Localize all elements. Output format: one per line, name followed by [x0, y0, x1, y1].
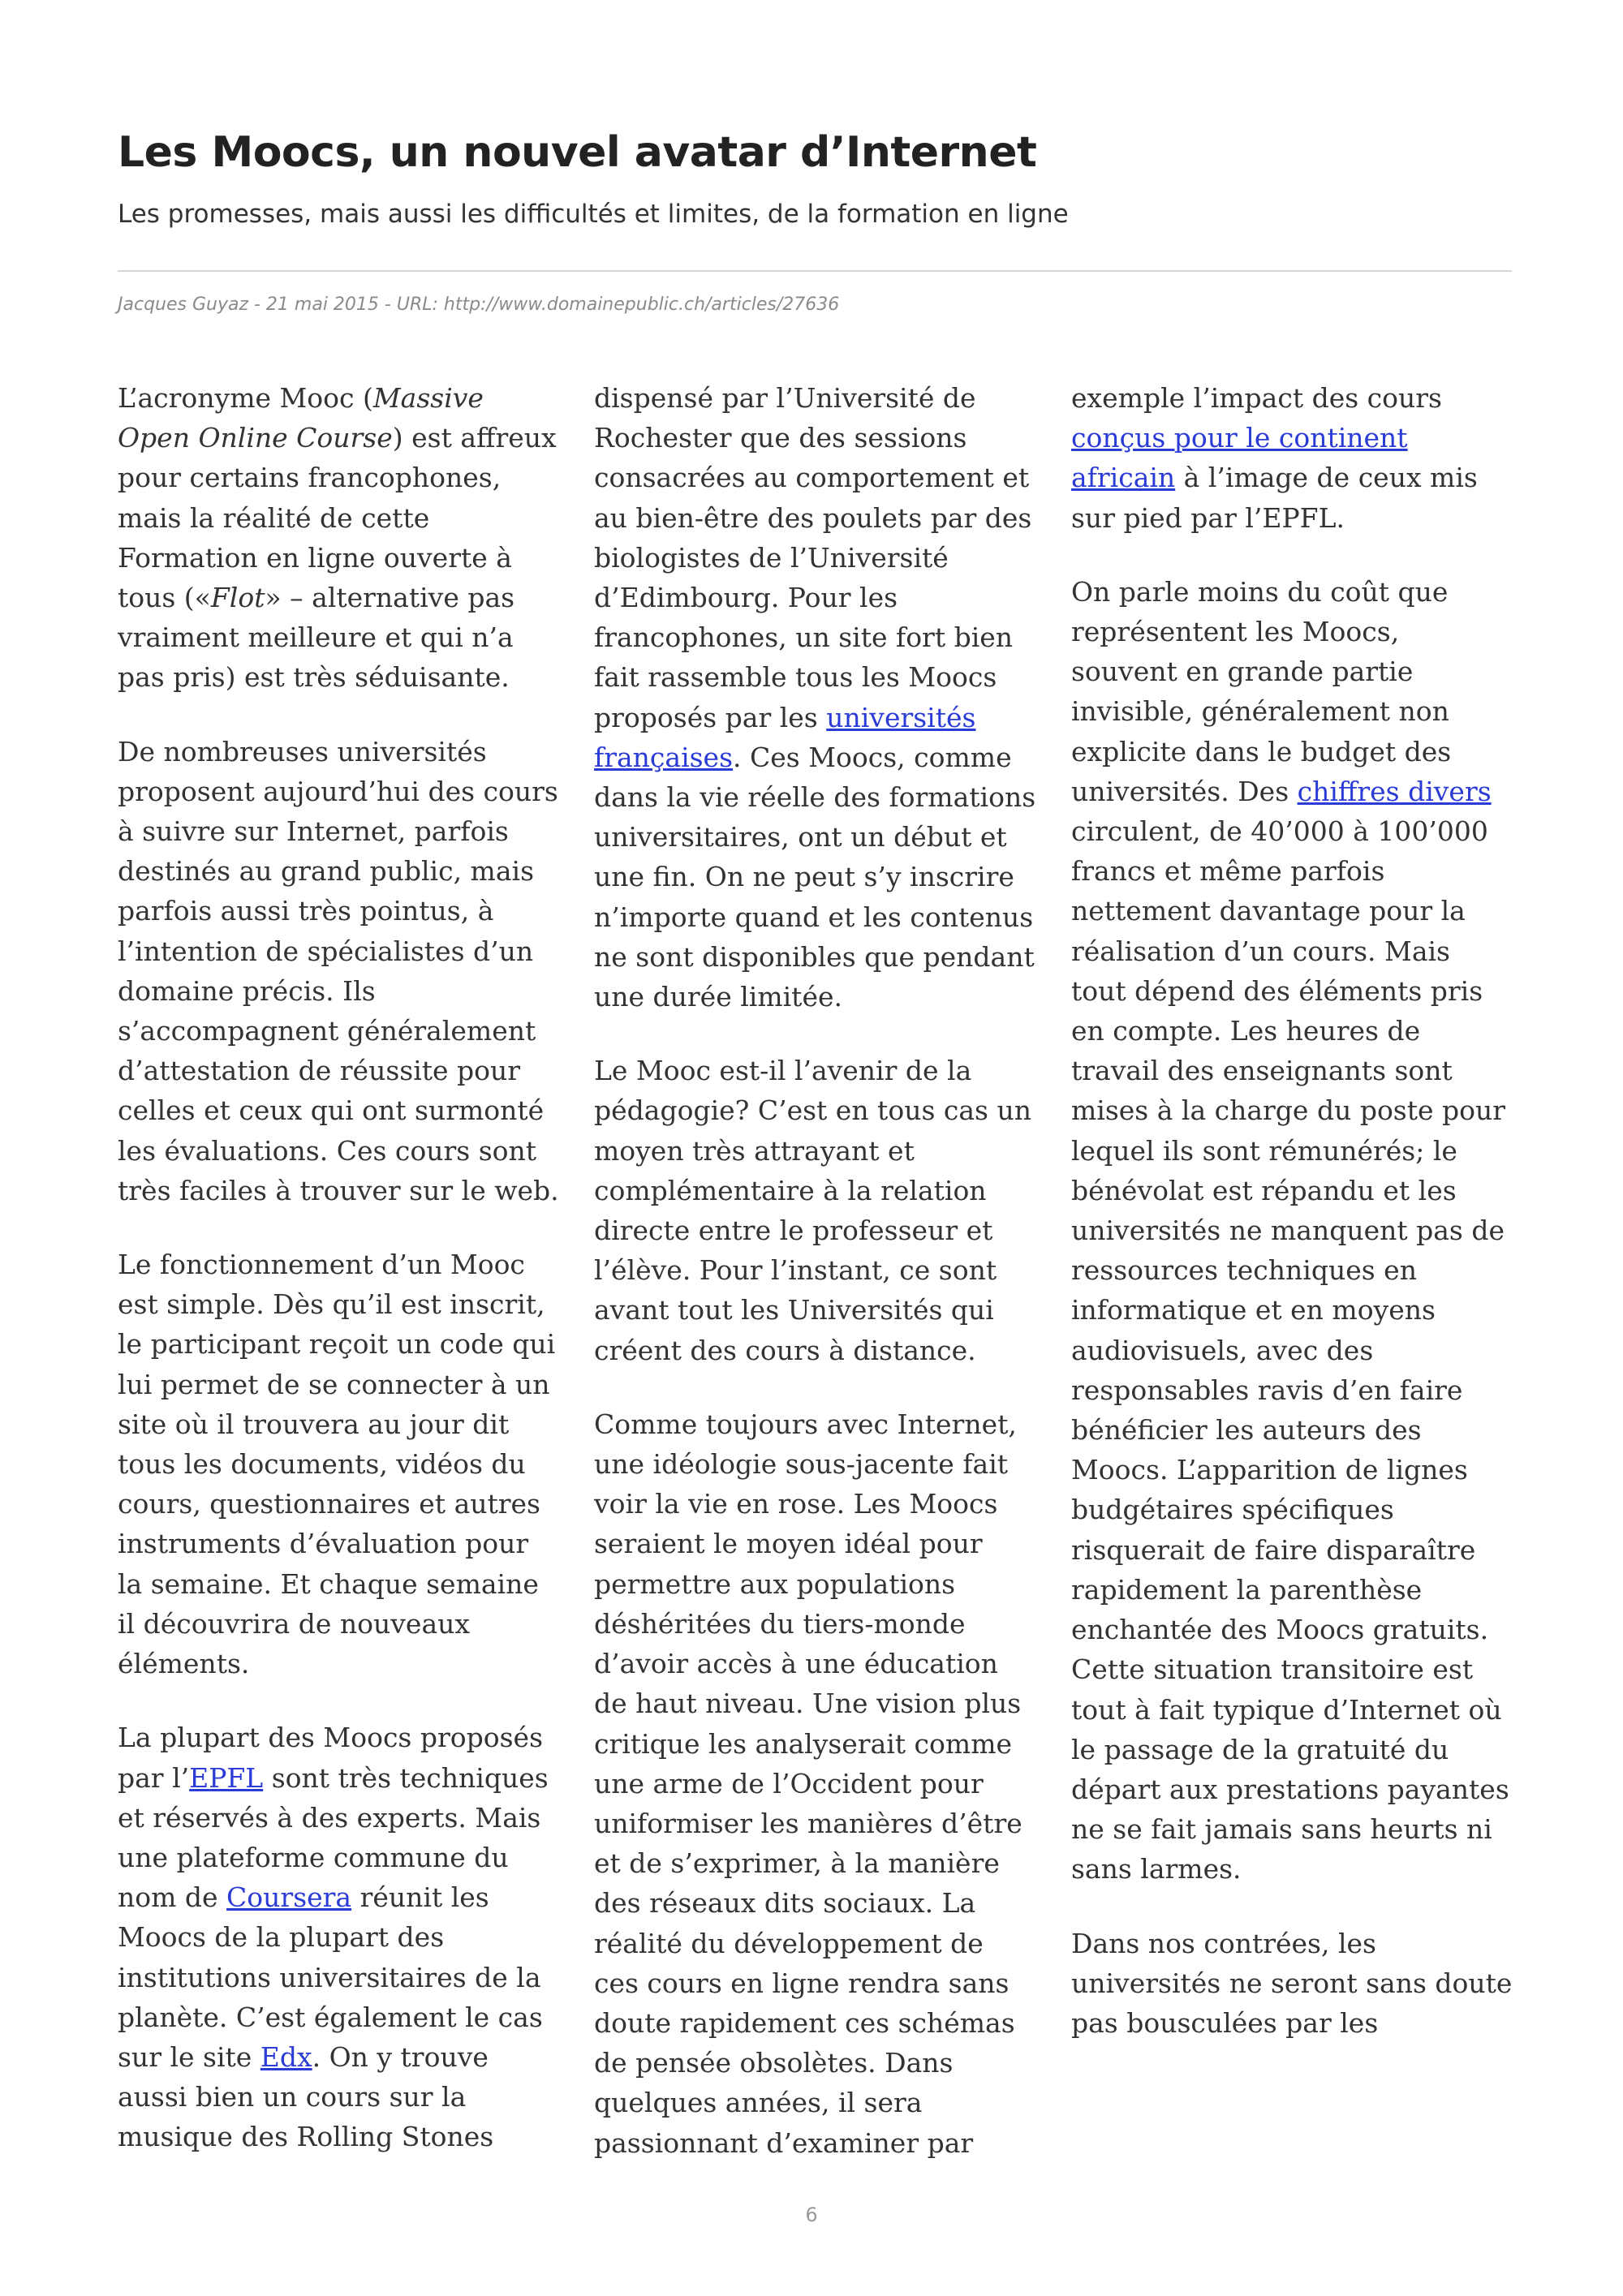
paragraph-6-continued: exemple l’impact des cours conçus pour le continent africain à l’image de ceux mis sur pied par l’EPFL. [1071, 382, 1478, 534]
text-column-3 [1071, 378, 1513, 2077]
paragraph-8: Dans nos contrées, les universités ne seront sans doute pas bousculées par les [1071, 1927, 1513, 2039]
text-column-1 [118, 378, 560, 2191]
edx-link[interactable]: Edx [260, 2040, 312, 2073]
page-number: 6 [805, 2204, 818, 2226]
epfl-link[interactable]: EPFL [189, 1761, 264, 1794]
paragraph-7: On parle moins du coût que représentent les Moocs, souvent en grande partie invisible, généralement non explicite dans le budget des universités. Des chiffres divers circulent, de 40’000 à 100’000 francs et même parfois nettement davantage pour la réalisation d’un cours. Mais tout dépend des éléments pris en compte. Les heures de travail des enseignants sont mises à la charge du poste pour lequel ils sont rémunérés; le bénévolat est répandu et les universités ne manquent pas de ressources techniques en informatique et en moyens audiovisuels, avec des responsables ravis d’en faire bénéficier les auteurs des Moocs. L’apparition de lignes budgétaires spécifiques risquerait de faire disparaître rapidement la parenthèse enchantée des Moocs gratuits. Cette situation transitoire est tout à fait typique d’Internet où le passage de la gratuité du départ aux prestations payantes ne se fait jamais sans heurts ni sans larmes. [1071, 575, 1509, 1885]
coursera-link[interactable]: Coursera [226, 1881, 352, 1914]
text-column-2 [594, 378, 1036, 2197]
article-title: Les Moocs, un nouvel avatar d’Internet [118, 128, 1037, 177]
paragraph-2: De nombreuses universités proposent aujourd’hui des cours à suivre sur Internet, parfois destinés au grand public, mais parfois aussi très pointus, à l’intention de spécialistes d’un domaine précis. Ils s’accompagnent généralement d’attestation de réussite pour celles et ceux qui ont surmonté les évaluations. Ces cours sont très faciles à trouver sur le web. [118, 735, 559, 1206]
chiffres-divers-link[interactable]: chiffres divers [1297, 775, 1492, 807]
header-divider [118, 270, 1512, 272]
paragraph-4-start: La plupart des Moocs proposés par l’EPFL sont très techniques et réservés à des experts. Mais une plateforme commune du nom de Coursera réunit les Moocs de la plupart des institutions universitaires de la planète. C’est également le cas sur le site Edx. On y trouve aussi bien un cours sur la musique des Rolling Stones [118, 1722, 549, 2153]
universites-francaises-link[interactable]: universités françaises [594, 701, 976, 773]
paragraph-5: Le Mooc est-il l’avenir de la pédagogie? C’est en tous cas un moyen très attrayant et complémentaire à la relation directe entre le professeur et l’élève. Pour l’instant, ce sont avant tout les Universités qui créent des cours à distance. [594, 1055, 1031, 1366]
paragraph-6: Comme toujours avec Internet, une idéologie sous-jacente fait voir la vie en rose. Les Moocs seraient le moyen idéal pour permettre aux populations déshéritées du tiers-monde d’avoir accès à une éducation de haut niveau. Une vision plus critique les analyserait comme une arme de l’Occident pour uniformiser les manières d’être et de s’exprimer, à la manière des réseaux dits sociaux. La réalité du développement de ces cours en ligne rendra sans doute rapidement ces schémas de pensée obsolètes. Dans quelques années, il sera passionnant d’examiner par [594, 1408, 1022, 2159]
continent-africain-link[interactable]: conçus pour le continent africain [1071, 422, 1408, 494]
article-subtitle: Les promesses, mais aussi les difficultés et limites, de la formation en ligne [118, 200, 1069, 229]
paragraph-1: L’acronyme Mooc (Massive Open Online Course) est affreux pour certains francophones, mais la réalité de cette Formation en ligne ouverte à tous («Flot» – alternative pas vraiment meilleure et qui n’a pas pris) est très séduisante. [118, 382, 557, 694]
paragraph-4-start-continued: dispensé par l’Université de Rochester que des sessions consacrées au comportement et au bien-être des poulets par des biologistes de l’Université d’Edimbourg. Pour les francophones, un site fort bien fait rassemble tous les Moocs proposés par les universités françaises. Ces Moocs, comme dans la vie réelle des formations universitaires, ont un début et une fin. On ne peut s’y inscrire n’importe quand et les contenus ne sont disponibles que pendant une durée limitée. [594, 382, 1036, 1013]
paragraph-3: Le fonctionnement d’un Mooc est simple. Dès qu’il est inscrit, le participant reçoit un code qui lui permet de se connecter à un site où il trouvera au jour dit tous les documents, vidéos du cours, questionnaires et autres instruments d’évaluation pour la semaine. Et chaque semaine il découvrira de nouveaux éléments. [118, 1249, 556, 1680]
article-meta: Jacques Guyaz - 21 mai 2015 - URL: http://www.domainepublic.ch/articles/27636 [118, 295, 840, 315]
